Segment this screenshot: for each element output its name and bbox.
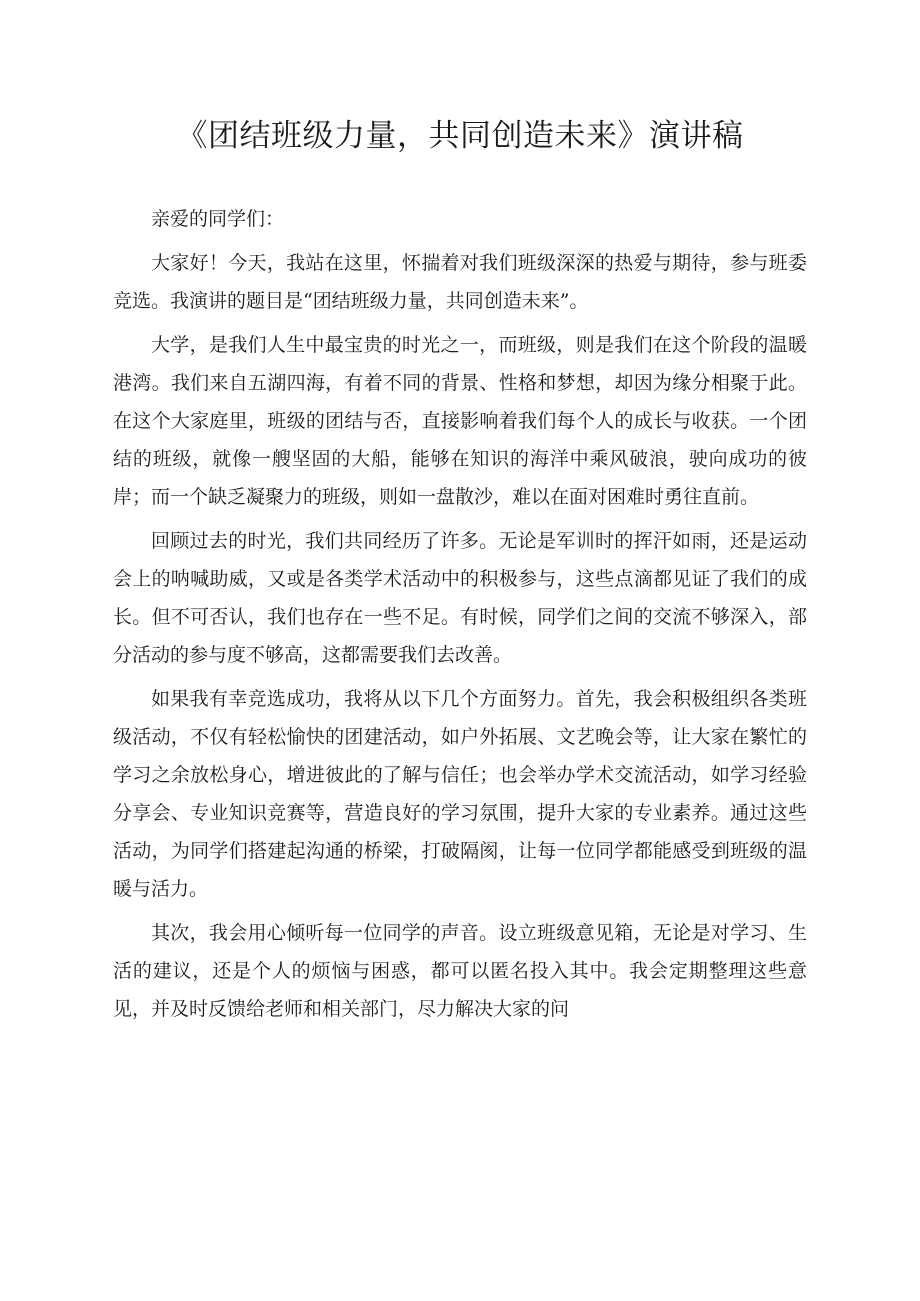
paragraph-greeting: 亲爱的同学们： (151, 208, 285, 230)
paragraph: 回顾过去的时光，我们共同经历了许多。无论是军训时的挥汗如雨，还是运动会上的呐喊助威，又或是各类学术活动中的积极参与，这些点滴都见证了我们的成长。但不可否认，我们也存在一些不足。有时候，同学们之间的交流不够深入，部分活动的参与度不够高，这都需要我们去改善。 (113, 530, 807, 666)
paragraph: 其次，我会用心倾听每一位同学的声音。设立班级意见箱，无论是对学习、生活的建议，还是个人的烦恼与困惑，都可以匿名投入其中。我会定期整理这些意见，并及时反馈给老师和相关部门，尽力解决大家的问 (113, 922, 807, 1020)
paragraph: 如果我有幸竞选成功，我将从以下几个方面努力。首先，我会积极组织各类班级活动，不仅有轻松愉快的团建活动，如户外拓展、文艺晚会等，让大家在繁忙的学习之余放松身心，增进彼此的了解与信任；也会举办学术交流活动，如学习经验分享会、专业知识竞赛等，营造良好的学习氛围，提升大家的专业素养。通过这些活动，为同学们搭建起沟通的桥梁，打破隔阂，让每一位同学都能感受到班级的温暖与活力。 (113, 688, 807, 900)
document-title: 《团结班级力量，共同创造未来》演讲稿 (176, 118, 744, 154)
paragraph: 大学，是我们人生中最宝贵的时光之一，而班级，则是我们在这个阶段的温暖港湾。我们来自五湖四海，有着不同的背景、性格和梦想，却因为缘分相聚于此。在这个大家庭里，班级的团结与否，直接影响着我们每个人的成长与收获。一个团结的班级，就像一艘坚固的大船，能够在知识的海洋中乘风破浪，驶向成功的彼岸；而一个缺乏凝聚力的班级，则如一盘散沙，难以在面对困难时勇往直前。 (113, 334, 807, 508)
document-body (113, 200, 807, 1034)
paragraph: 大家好！今天，我站在这里，怀揣着对我们班级深深的热爱与期待，参与班委竞选。我演讲的题目是“团结班级力量，共同创造未来”。 (113, 252, 807, 312)
